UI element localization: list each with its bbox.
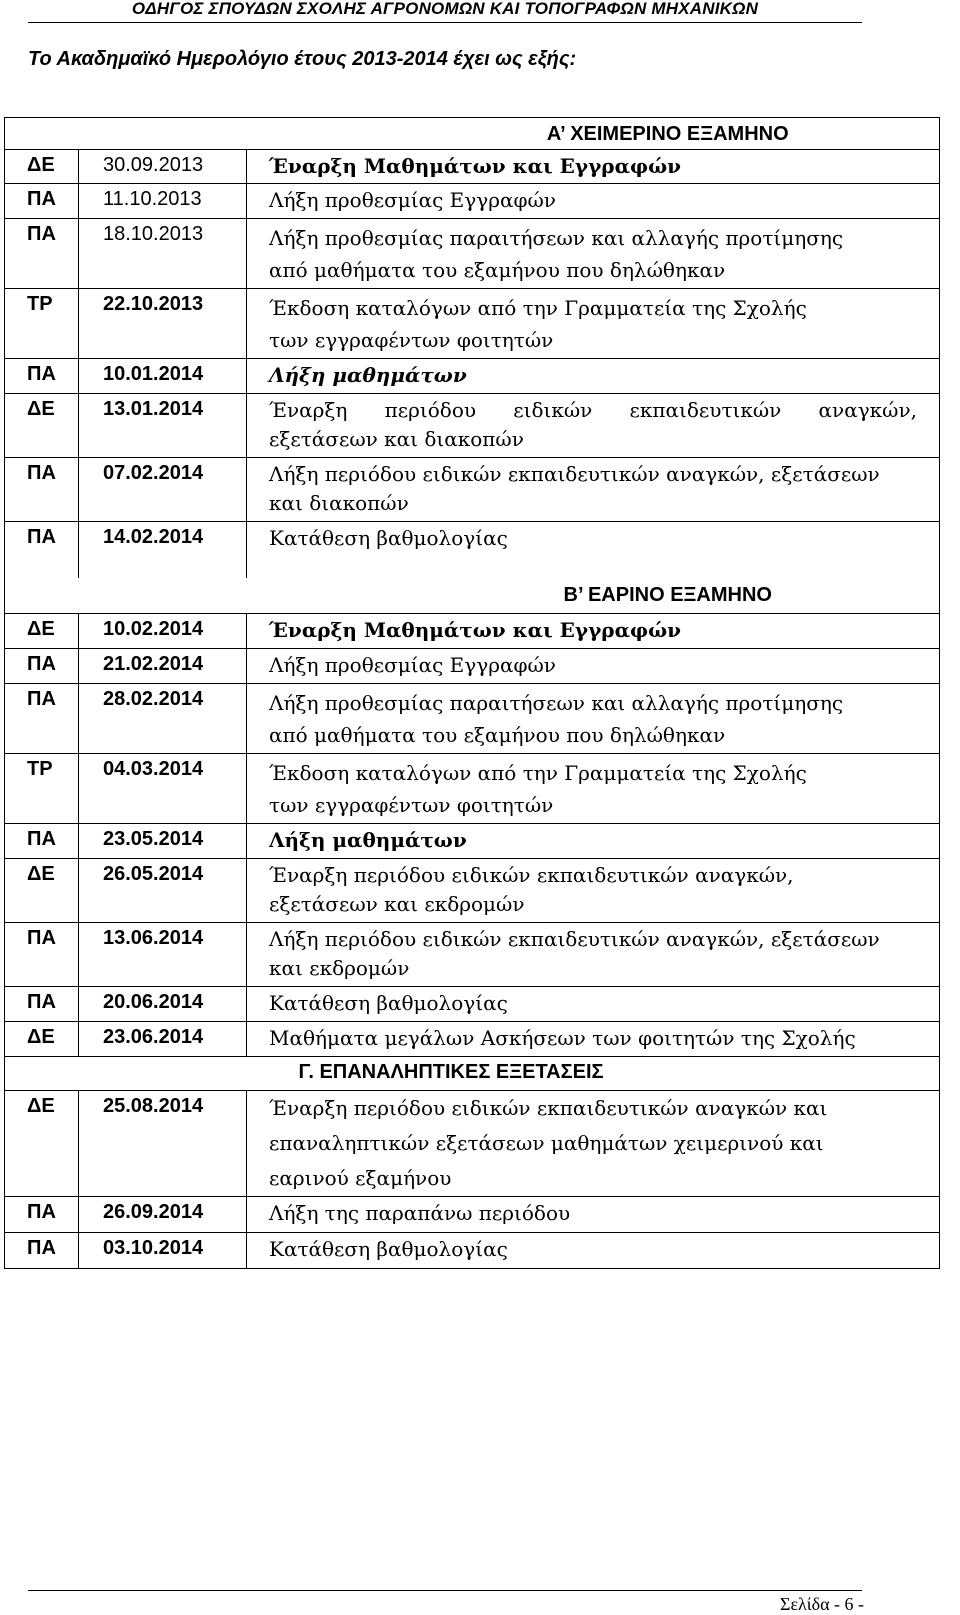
date-cell: 13.06.2014 bbox=[79, 923, 247, 987]
description-cell: Λήξη προθεσμίας Εγγραφών bbox=[247, 184, 940, 219]
day-cell: ΠΑ bbox=[5, 1197, 79, 1233]
day-cell: ΠΑ bbox=[5, 684, 79, 754]
section-row bbox=[5, 1057, 940, 1091]
date-cell: 20.06.2014 bbox=[79, 987, 247, 1022]
description-cell: Έκδοση καταλόγων από την Γραμματεία της Σχολής των εγγραφέντων φοιτητών bbox=[247, 754, 940, 824]
description-cell: Λήξη προθεσμίας παραιτήσεων και αλλαγής προτίμησης από μαθήματα του εξαμήνου που δηλώθηκαν bbox=[247, 219, 940, 289]
day-cell: ΔΕ bbox=[5, 150, 79, 184]
description-cell: Έναρξη περιόδου ειδικών εκπαιδευτικών αναγκών, εξετάσεων και διακοπών bbox=[247, 394, 940, 458]
description-cell: Λήξη προθεσμίας Εγγραφών bbox=[247, 649, 940, 684]
table-row bbox=[5, 522, 940, 578]
date-cell: 10.01.2014 bbox=[79, 359, 247, 394]
description-cell: Λήξη περιόδου ειδικών εκπαιδευτικών αναγκών, εξετάσεων και διακοπών bbox=[247, 458, 940, 522]
day-cell: ΠΑ bbox=[5, 458, 79, 522]
table-row bbox=[5, 1197, 940, 1233]
description-cell: Λήξη προθεσμίας παραιτήσεων και αλλαγής προτίμησης από μαθήματα του εξαμήνου που δηλώθηκαν bbox=[247, 684, 940, 754]
date-cell: 07.02.2014 bbox=[79, 458, 247, 522]
calendar-intro-heading: Το Ακαδημαϊκό Ημερολόγιο έτους 2013-2014 έχει ως εξής: bbox=[28, 48, 577, 70]
date-cell: 22.10.2013 bbox=[79, 289, 247, 359]
table-row bbox=[5, 150, 940, 184]
table-row bbox=[5, 394, 940, 458]
description-cell: Λήξη της παραπάνω περιόδου bbox=[247, 1197, 940, 1233]
day-cell: ΔΕ bbox=[5, 394, 79, 458]
section-title-spring: Β’ ΕΑΡΙΝΟ ΕΞΑΜΗΝΟ bbox=[247, 578, 940, 614]
date-cell: 26.05.2014 bbox=[79, 859, 247, 923]
page-number: Σελίδα - 6 - bbox=[780, 1594, 865, 1614]
running-header: ΟΔΗΓΟΣ ΣΠΟΥΔΩΝ ΣΧΟΛΗΣ ΑΓΡΟΝΟΜΩΝ ΚΑΙ ΤΟΠΟΓΡΑΦΩΝ ΜΗΧΑΝΙΚΩΝ bbox=[28, 0, 862, 23]
day-cell: ΠΑ bbox=[5, 923, 79, 987]
section-title-resit: Γ. ΕΠΑΝΑΛΗΠΤΙΚΕΣ ΕΞΕΤΑΣΕΙΣ bbox=[247, 1057, 940, 1091]
table-row bbox=[5, 1022, 940, 1057]
description-cell: Έναρξη Μαθημάτων και Εγγραφών bbox=[247, 150, 940, 184]
day-cell: ΠΑ bbox=[5, 522, 79, 578]
day-cell: ΔΕ bbox=[5, 1022, 79, 1057]
day-cell: ΠΑ bbox=[5, 824, 79, 859]
table-row bbox=[5, 987, 940, 1022]
description-cell: Έναρξη περιόδου ειδικών εκπαιδευτικών αναγκών και επαναληπτικών εξετάσεων μαθημάτων χειμερινού και εαρινού εξαμήνου bbox=[247, 1091, 940, 1197]
day-cell: ΔΕ bbox=[5, 614, 79, 649]
description-cell: Λήξη μαθημάτων bbox=[247, 359, 940, 394]
day-cell: ΠΑ bbox=[5, 1233, 79, 1269]
date-cell: 30.09.2013 bbox=[79, 150, 247, 184]
date-cell: 13.01.2014 bbox=[79, 394, 247, 458]
day-cell: ΠΑ bbox=[5, 184, 79, 219]
table-row bbox=[5, 649, 940, 684]
section-row bbox=[5, 578, 940, 614]
table-row bbox=[5, 359, 940, 394]
day-cell: ΠΑ bbox=[5, 359, 79, 394]
table-row bbox=[5, 289, 940, 359]
date-cell: 03.10.2014 bbox=[79, 1233, 247, 1269]
date-cell: 10.02.2014 bbox=[79, 614, 247, 649]
description-cell: Λήξη περιόδου ειδικών εκπαιδευτικών αναγκών, εξετάσεων και εκδρομών bbox=[247, 923, 940, 987]
description-cell: Έκδοση καταλόγων από την Γραμματεία της Σχολής των εγγραφέντων φοιτητών bbox=[247, 289, 940, 359]
section-row bbox=[5, 118, 940, 150]
day-cell: ΠΑ bbox=[5, 219, 79, 289]
date-cell: 23.05.2014 bbox=[79, 824, 247, 859]
date-cell: 04.03.2014 bbox=[79, 754, 247, 824]
table-row bbox=[5, 824, 940, 859]
day-cell: ΤΡ bbox=[5, 289, 79, 359]
calendar-body bbox=[5, 118, 940, 1269]
section-title-winter: Α’ ΧΕΙΜΕΡΙΝΟ ΕΞΑΜΗΝΟ bbox=[247, 118, 940, 150]
date-cell: 21.02.2014 bbox=[79, 649, 247, 684]
footer-rule bbox=[28, 1590, 862, 1591]
table-row bbox=[5, 754, 940, 824]
date-cell: 28.02.2014 bbox=[79, 684, 247, 754]
description-cell: Μαθήματα μεγάλων Ασκήσεων των φοιτητών της Σχολής bbox=[247, 1022, 940, 1057]
description-cell: Κατάθεση βαθμολογίας bbox=[247, 1233, 940, 1269]
date-cell: 25.08.2014 bbox=[79, 1091, 247, 1197]
date-cell: 23.06.2014 bbox=[79, 1022, 247, 1057]
table-row bbox=[5, 1233, 940, 1269]
date-cell: 14.02.2014 bbox=[79, 522, 247, 578]
description-cell: Κατάθεση βαθμολογίας bbox=[247, 522, 940, 578]
day-cell: ΔΕ bbox=[5, 1091, 79, 1197]
table-row bbox=[5, 184, 940, 219]
date-cell: 18.10.2013 bbox=[79, 219, 247, 289]
academic-calendar-table bbox=[4, 117, 940, 1269]
description-cell: Έναρξη Μαθημάτων και Εγγραφών bbox=[247, 614, 940, 649]
date-cell: 26.09.2014 bbox=[79, 1197, 247, 1233]
date-cell: 11.10.2013 bbox=[79, 184, 247, 219]
table-row bbox=[5, 859, 940, 923]
description-cell: Έναρξη περιόδου ειδικών εκπαιδευτικών αναγκών, εξετάσεων και εκδρομών bbox=[247, 859, 940, 923]
day-cell: ΤΡ bbox=[5, 754, 79, 824]
table-row bbox=[5, 614, 940, 649]
table-row bbox=[5, 458, 940, 522]
table-row bbox=[5, 219, 940, 289]
day-cell: ΠΑ bbox=[5, 987, 79, 1022]
day-cell: ΔΕ bbox=[5, 859, 79, 923]
description-cell: Κατάθεση βαθμολογίας bbox=[247, 987, 940, 1022]
table-row bbox=[5, 923, 940, 987]
table-row bbox=[5, 684, 940, 754]
description-cell: Λήξη μαθημάτων bbox=[247, 824, 940, 859]
day-cell: ΠΑ bbox=[5, 649, 79, 684]
table-row bbox=[5, 1091, 940, 1197]
